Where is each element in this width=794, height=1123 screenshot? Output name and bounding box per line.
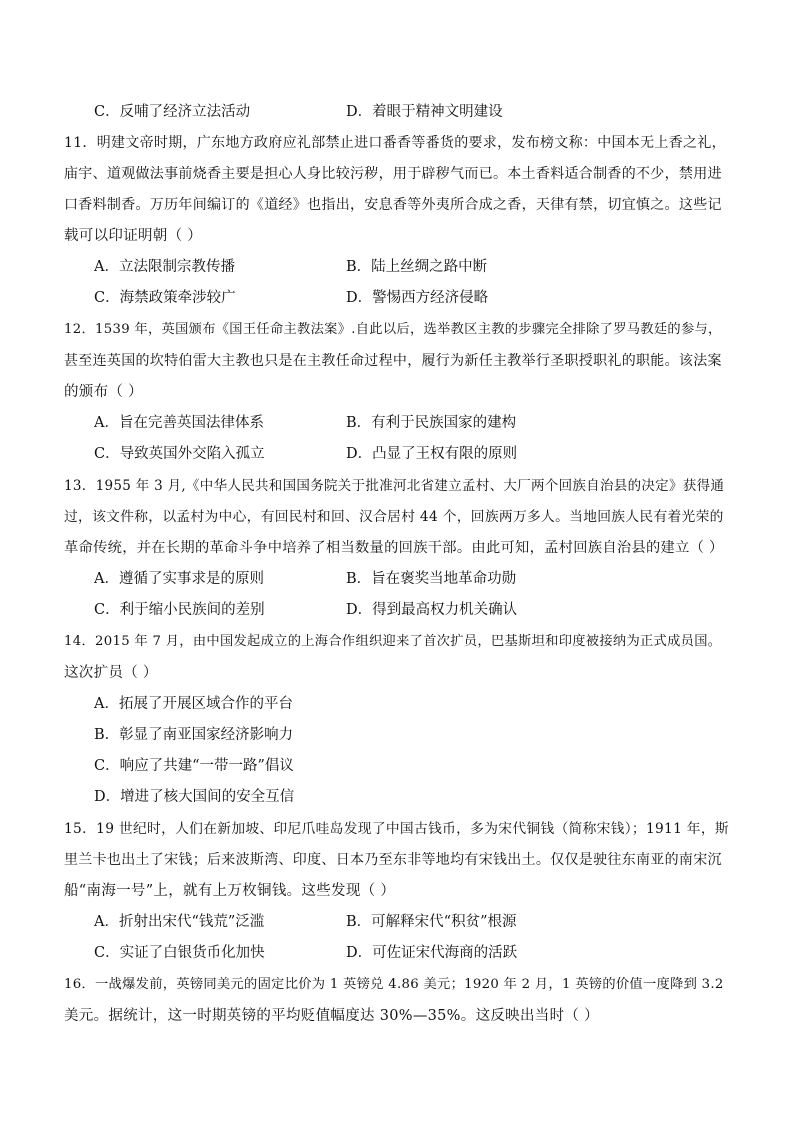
q12-stem-line-1: 12．1539 年，英国颁布《国王任命主教法案》.自此以后，选举教区主教的步骤完全排除了罗马教廷的参与， [64, 322, 722, 337]
q14-option-b: B．彰显了南亚国家经济影响力 [94, 727, 294, 743]
q12-option-d: D．凸显了王权有限的原则 [346, 446, 518, 462]
q10-option-d: D．着眼于精神文明建设 [346, 104, 503, 120]
q13-option-c: C．利于缩小民族间的差别 [94, 602, 265, 618]
q12-option-c: C．导致英国外交陷入孤立 [94, 446, 265, 462]
q11-stem-line-2: 庙宇、道观做法事前烧香主要是担心人身比较污秽，用于辟秽气而已。本土香料适合制香的不少，禁用进 [64, 166, 722, 182]
q11-stem-line-4: 载可以印证明朝（ ） [64, 228, 203, 244]
q14-stem-line-2: 这次扩员（ ） [64, 665, 158, 681]
q11-option-c: C．海禁政策牵涉较广 [94, 290, 236, 306]
q15-option-d: D．可佐证宋代海商的活跃 [346, 945, 518, 961]
q10-option-c: C．反哺了经济立法活动 [94, 104, 251, 120]
q16-stem-line-1: 16．一战爆发前，英镑同美元的固定比价为 1 英镑兑 4.86 美元；1920 年 2 月，1 英镑的价值一度降到 3.2 [64, 977, 724, 992]
q11-stem-line-1: 11．明建文帝时期，广东地方政府应礼部禁止进口番香等番货的要求，发布榜文称：中国本无上香之礼， [64, 135, 726, 151]
q14-option-a: A．拓展了开展区域合作的平台 [94, 696, 293, 712]
q11-option-a: A．立法限制宗教传播 [94, 259, 235, 275]
q15-stem-line-2: 里兰卡也出土了宋钱；后来波斯湾、印度、日本乃至东非等地均有宋钱出土。仅仅是驶往东南亚的南宋沉 [64, 852, 722, 868]
q15-stem-line-3: 船“南海一号”上，就有上万枚铜钱。这些发现（ ） [64, 883, 396, 899]
q13-option-b: B．旨在褒奖当地革命功勋 [346, 571, 517, 587]
q14-option-c: C．响应了共建“一带一路”倡议 [94, 758, 294, 774]
q15-option-c: C．实证了白银货币化加快 [94, 945, 265, 961]
q15-option-a: A．折射出宋代“钱荒”泛滥 [94, 914, 265, 930]
q11-option-d: D．警惕西方经济侵略 [346, 290, 489, 306]
q15-option-b: B．可解释宋代“积贫”根源 [346, 914, 517, 930]
q13-stem-line-3: 革命传统，并在长期的革命斗争中培养了相当数量的回族干部。由此可知，孟村回族自治县的建立（ ） [64, 540, 724, 556]
q11-stem-line-3: 口香料制香。万历年间编订的《道经》也指出，安息香等外夷所合成之香，天律有禁，切宜慎之。这些记 [64, 197, 722, 213]
q14-option-d: D．增进了核大国间的安全互信 [94, 789, 295, 805]
q16-stem-line-2: 美元。据统计，这一时期英镑的平均贬值幅度达 30%—35%。这反映出当时（ ） [64, 1008, 599, 1024]
q13-stem-line-2: 过，该文件称，以孟村为中心，有回民村和回、汉合居村 44 个，回族两万多人。当地回族人民有着光荣的 [64, 509, 724, 525]
q12-option-a: A．旨在完善英国法律体系 [94, 415, 264, 431]
q12-stem-line-3: 的颁布（ ） [64, 384, 143, 400]
q15-stem-line-1: 15．19 世纪时，人们在新加坡、印尼爪哇岛发现了中国古钱币，多为宋代铜钱（简称宋钱）；1911 年，斯 [64, 821, 729, 837]
q13-stem-line-1: 13．1955 年 3 月,《中华人民共和国国务院关于批准河北省建立孟村、大厂两个回族自治县的决定》获得通 [64, 478, 725, 494]
q13-option-d: D．得到最高权力机关确认 [346, 602, 518, 618]
q14-stem-line-1: 14．2015 年 7 月，由中国发起成立的上海合作组织迎来了首次扩员，巴基斯坦和印度被接纳为正式成员国。 [64, 634, 722, 649]
q12-option-b: B．有利于民族国家的建构 [346, 415, 517, 431]
q12-stem-line-2: 甚至连英国的坎特伯雷大主教也只是在主教任命过程中，履行为新任主教举行圣职授职礼的职能。该法案 [64, 353, 722, 369]
q11-option-b: B．陆上丝绸之路中断 [346, 259, 488, 275]
q13-option-a: A．遵循了实事求是的原则 [94, 571, 264, 587]
